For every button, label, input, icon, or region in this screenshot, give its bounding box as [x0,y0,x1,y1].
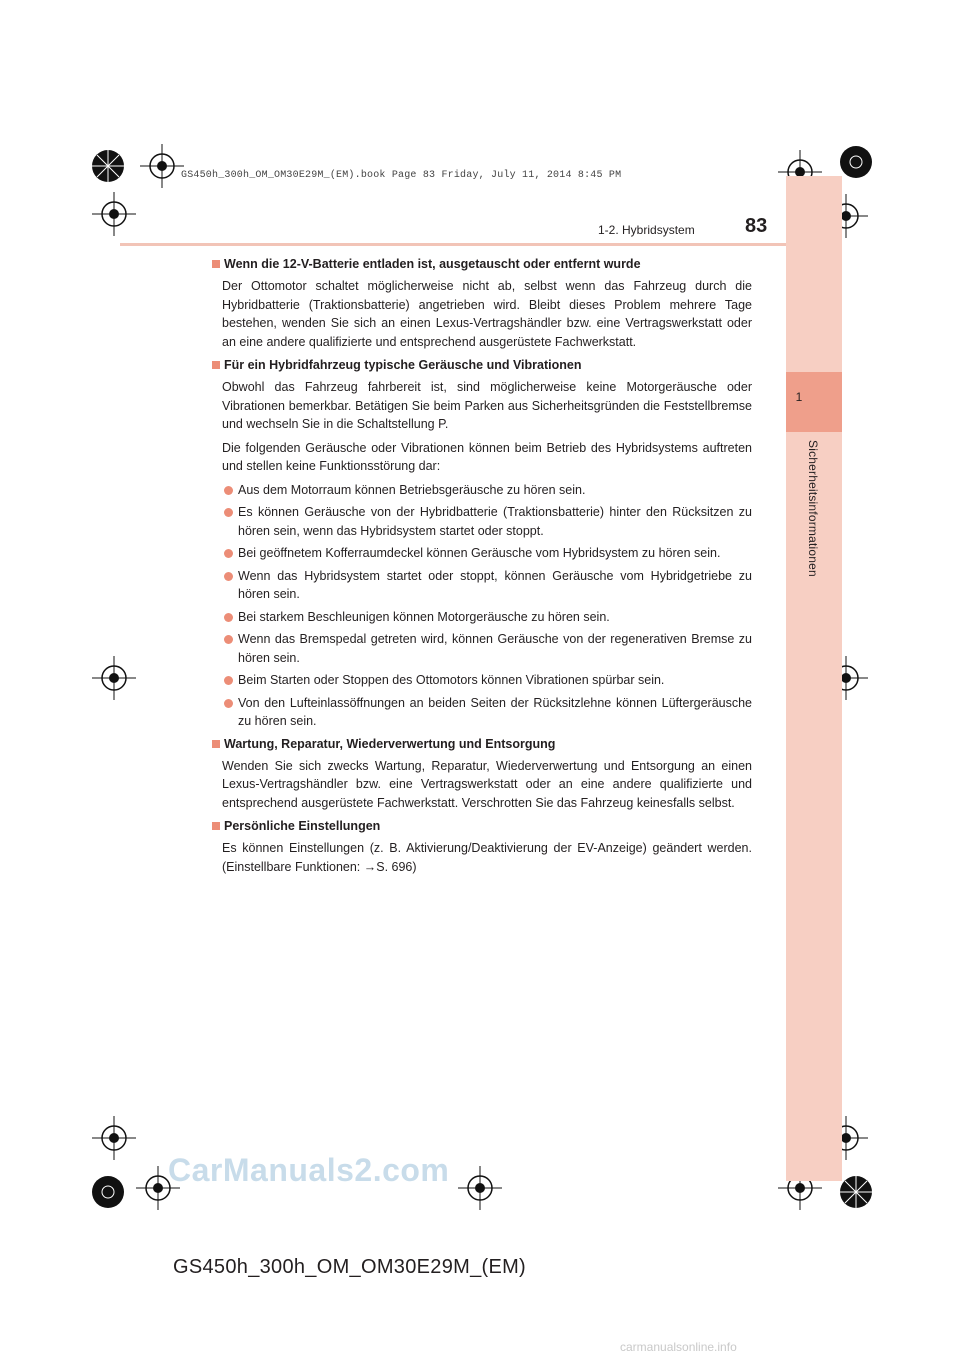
section-noises [212,356,752,731]
section-settings [212,817,752,876]
section-maintenance [212,735,752,813]
list-item: Von den Lufteinlassöffnungen an beiden Seiten der Rücksitzlehne können Lüftergeräusche zu hören sein. [212,694,752,731]
section-heading: Wenn die 12-V-Batterie entladen ist, ausgetauscht oder entfernt wurde [212,255,752,273]
paragraph: Der Ottomotor schaltet möglicherweise nicht ab, selbst wenn das Fahrzeug durch die Hybridbatterie (Traktionsbatterie) angetrieben wird. Bleibt dieses Problem mehrere Tage bestehen, wenden Sie sich an einen Lexus-Vertragshändler bzw. eine Vertragswerkstatt oder an eine andere qualifizierte und entsprechend ausgerüstete Fachwerkstatt. [222,279,752,349]
paragraph: Die folgenden Geräusche oder Vibrationen können beim Betrieb des Hybridsystems auftreten und stellen keine Funktionsstörung dar: [222,440,752,473]
main-content [212,255,752,881]
chapter-label: Sicherheitsinformationen [806,440,820,577]
square-bullet-icon [212,361,220,369]
square-bullet-icon [212,740,220,748]
page-number: 83 [745,215,768,237]
section-heading: Für ein Hybridfahrzeug typische Geräusche und Vibrationen [212,356,752,374]
crosshair-mark-icon [458,1166,502,1210]
square-bullet-icon [212,822,220,830]
circle-bullet-icon [224,572,233,581]
header-rule [120,243,786,246]
circle-bullet-icon [224,508,233,517]
registration-mark-icon [78,1162,138,1222]
watermark-carmanualsonline: carmanualsonline.info [620,1340,737,1354]
circle-bullet-icon [224,549,233,558]
list-item: Beim Starten oder Stoppen des Ottomotors können Vibrationen spürbar sein. [212,671,752,690]
list-item: Bei starkem Beschleunigen können Motorgeräusche zu hören sein. [212,608,752,627]
list-item: Aus dem Motorraum können Betriebsgeräusche zu hören sein. [212,481,752,500]
circle-bullet-icon [224,613,233,622]
square-bullet-icon [212,260,220,268]
list-item: Bei geöffnetem Kofferraumdeckel können Geräusche vom Hybridsystem zu hören sein. [212,544,752,563]
chapter-number: 1 [795,390,803,404]
crosshair-mark-icon [140,144,184,188]
side-tab-strip [786,176,842,1181]
section-battery [212,255,752,351]
list-item: Es können Geräusche von der Hybridbatterie (Traktionsbatterie) hinter den Rücksitzen zu hören sein, wenn das Hybridsystem startet oder stoppt. [212,503,752,540]
circle-bullet-icon [224,676,233,685]
book-info: GS450h_300h_OM_OM30E29M_(EM).book Page 83 Friday, July 11, 2014 8:45 PM [181,170,622,181]
crosshair-mark-icon [92,656,136,700]
paragraph: Wenden Sie sich zwecks Wartung, Reparatur, Wiederverwertung und Entsorgung an einen Lexus-Vertragshändler bzw. eine Vertragswerkstatt oder an eine andere qualifizierte und entsprechend ausgerüstete Fachwerkstatt. Verschrotten Sie das Fahrzeug keinesfalls selbst. [222,758,752,810]
section-heading: Wartung, Reparatur, Wiederverwertung und Entsorgung [212,735,752,753]
list-item: Wenn das Hybridsystem startet oder stoppt, können Geräusche vom Hybridgetriebe zu hören sein. [212,567,752,604]
paragraph: Obwohl das Fahrzeug fahrbereit ist, sind möglicherweise keine Motorgeräusche oder Vibrationen bemerkbar. Betätigen Sie beim Parken aus Sicherheitsgründen die Feststellbremse und wechseln Sie in die Schaltstellung P. [222,380,752,431]
list-item: Wenn das Bremspedal getreten wird, können Geräusche von der regenerativen Bremse zu hören sein. [212,630,752,667]
footer-document-code: GS450h_300h_OM_OM30E29M_(EM) [173,1256,527,1278]
crosshair-mark-icon [92,1116,136,1160]
bullet-list [212,481,752,731]
circle-bullet-icon [224,699,233,708]
registration-mark-icon [78,136,138,196]
watermark-carmanuals2: CarManuals2.com [168,1152,450,1188]
circle-bullet-icon [224,635,233,644]
circle-bullet-icon [224,486,233,495]
section-heading: Persönliche Einstellungen [212,817,752,835]
paragraph: Es können Einstellungen (z. B. Aktivierung/Deaktivierung der EV-Anzeige) geändert werden. (Einstellbare Funktionen: →S. 696) [222,841,752,874]
crosshair-mark-icon [92,192,136,236]
section-title: 1-2. Hybridsystem [598,223,695,237]
